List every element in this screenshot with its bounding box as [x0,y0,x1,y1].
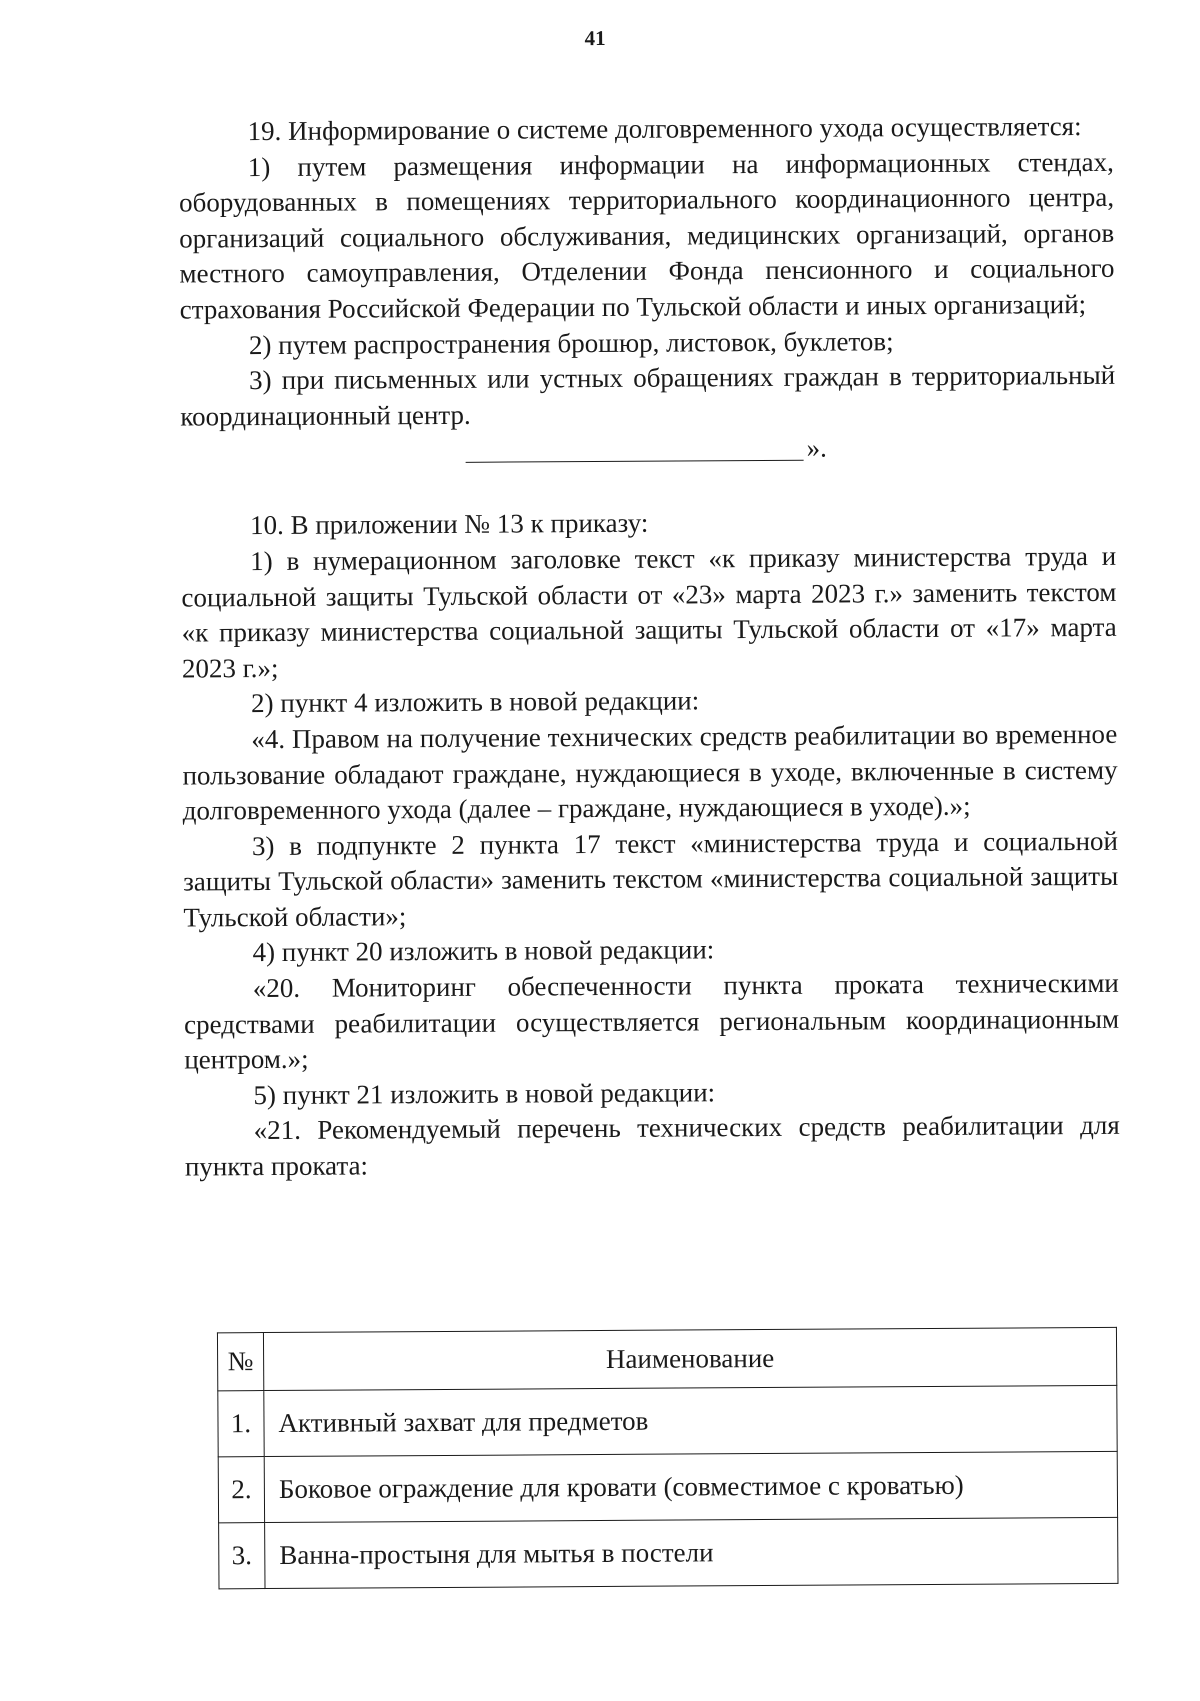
section-gap [181,467,1116,509]
section-10-item-4-text: «20. Мониторинг обеспеченности пункта проката техническими средствами реабилитации осуществляется региональным координационным центром.»; [183,967,1120,1075]
section-10-item-2-text: «4. Правом на получение технических средств реабилитации во временное пользование обладают граждане, нуждающиеся в уходе, включенные в систему долговременного ухода (далее – граждане, нуждающиеся в уходе).»; [182,718,1118,826]
row-name: Боковое ограждение для кровати (совместимое с кроватью) [264,1451,1117,1522]
row-name: Ванна-простыня для мытья в постели [265,1517,1118,1588]
section-19-item-2: 2) путем распространения брошюр, листовок, буклетов; [248,325,894,360]
row-number: 2. [218,1457,264,1523]
header-name: Наименование [263,1327,1116,1390]
section-10-item-3: 3) в подпункте 2 пункта 17 текст «министерства труда и социальной защиты Тульской области» заменить текстом «министерства социальной защиты Тульской области»; [183,825,1119,933]
row-name: Активный захват для предметов [264,1385,1117,1456]
section-10-item-5: 5) пункт 21 изложить в новой редакции: [253,1077,716,1110]
closing-line [180,429,1115,473]
row-number: 1. [218,1391,264,1457]
table-row [219,1517,1118,1588]
section-10-intro: 10. В приложении № 13 к приказу: [249,508,649,541]
equipment-table-wrapper [217,1327,1119,1589]
section-10-item-2: 2) пункт 4 изложить в новой редакции: [251,685,700,719]
section-10-item-4: 4) пункт 20 изложить в новой редакции: [252,934,715,968]
header-number: № [217,1333,263,1391]
section-10-item-1: 1) в нумерационном заголовке текст «к приказу министерства труда и социальной защиты Тульской области от «23» марта 2023 г.» заменить текстом «к приказу министерства социальной защиты Тульской области от «17» марта 2023 г.»; [181,540,1117,684]
table-row [218,1385,1117,1456]
closing-quote: ». [806,432,827,464]
table-row [218,1451,1117,1522]
section-19-item-1: 1) путем размещения информации на информационных стендах, оборудованных в помещениях территориального координационного центра, организаций социального обслуживания, медицинских организаций, органов местного самоуправления, Отделении Фонда пенсионного и социального страхования Российской Федерации по Тульской области и иных организаций; [178,146,1115,325]
table-header-row [217,1327,1116,1390]
row-number: 3. [219,1523,265,1589]
equipment-table [217,1327,1119,1589]
section-19-item-3: 3) при письменных или устных обращениях граждан в территориальный координационный центр. [180,360,1116,432]
closing-rule [466,460,804,463]
section-10-item-5-text: «21. Рекомендуемый перечень технических средств реабилитации для пункта проката: [184,1110,1120,1182]
section-19-intro: 19. Информирование о системе долговременного ухода осуществляется: [247,111,1082,147]
page-number: 41 [584,25,606,51]
document-body [178,109,1120,1185]
